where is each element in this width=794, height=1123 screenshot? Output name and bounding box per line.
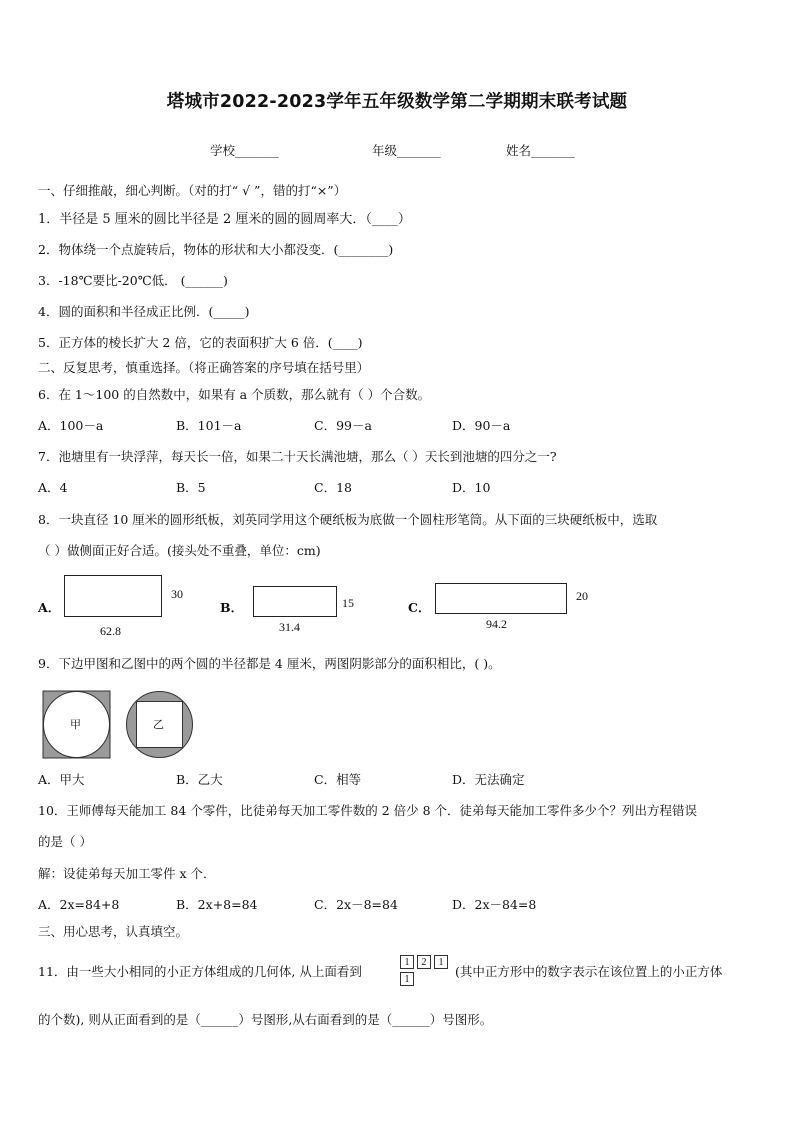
q10-option-b: B．2x+8=84 xyxy=(176,897,258,912)
q8-rect-b-height: 15 xyxy=(342,596,354,610)
q9-option-b: B．乙大 xyxy=(176,772,223,787)
q8-rect-c-width: 94.2 xyxy=(486,617,507,631)
question-7: 7．池塘里有一块浮萍，每天长一倍，如果二十天长满池塘，那么（ ）天长到池塘的四分之一? xyxy=(38,449,557,464)
question-5: 5．正方体的棱长扩大 2 倍，它的表面积扩大 6 倍．(____) xyxy=(38,335,363,350)
q8-rect-c-height: 20 xyxy=(576,589,588,603)
section-2-heading: 二、反复思考，慎重选择。（将正确答案的序号填在括号里） xyxy=(38,360,370,375)
grade-field[interactable]: 年级_______ xyxy=(372,143,441,158)
q6-option-d: D．90－a xyxy=(452,418,511,433)
q8-option-a-label: A． xyxy=(38,600,61,615)
question-9: 9．下边甲图和乙图中的两个圆的半径都是 4 厘米，两图阴影部分的面积相比，( )。 xyxy=(38,656,501,671)
page-title: 塔城市2022-2023学年五年级数学第二学期期末联考试题 xyxy=(166,92,628,112)
school-field[interactable]: 学校_______ xyxy=(210,143,279,158)
question-8-line1: 8．一块直径 10 厘米的圆形纸板，刘英同学用这个硬纸板为底做一个圆柱形笔筒。从下面的三块硬纸板中，选取 xyxy=(38,512,658,527)
q6-option-b: B．101－a xyxy=(176,418,242,433)
q8-rect-a-height: 30 xyxy=(171,587,183,601)
grid-cell: 1 xyxy=(434,955,448,969)
q8-rect-a-width: 62.8 xyxy=(100,624,121,638)
q9-yi-label: 乙 xyxy=(153,718,164,731)
question-3: 3．-18℃要比-20℃低． (______) xyxy=(38,273,228,288)
question-10-line2: 的是（ ） xyxy=(38,834,92,849)
question-1: 1．半径是 5 厘米的圆比半径是 2 厘米的圆的圆周率大．（____） xyxy=(38,212,411,227)
q8-option-c-label: C． xyxy=(408,600,431,615)
question-10-line1: 10．王师傅每天能加工 84 个零件，比徒弟每天加工零件数的 2 倍少 8 个．徒弟每天能加工零件多少个？列出方程错误 xyxy=(38,803,698,818)
section-3-heading: 三、用心思考，认真填空。 xyxy=(38,924,189,939)
q8-rect-b xyxy=(253,586,337,617)
q9-option-d: D．无法确定 xyxy=(452,772,525,787)
q9-option-c: C．相等 xyxy=(314,772,362,787)
grid-cell: 1 xyxy=(400,955,414,969)
question-2: 2．物体绕一个点旋转后，物体的形状和大小都没变．(________) xyxy=(38,242,394,257)
q8-rect-a xyxy=(64,575,162,617)
q6-option-a: A．100－a xyxy=(38,418,104,433)
q7-option-a: A．4 xyxy=(38,480,68,495)
question-11-line2: 的个数), 则从正面看到的是（______）号图形,从右面看到的是（______）号图形。 xyxy=(38,1012,493,1027)
q7-option-d: D．10 xyxy=(452,480,491,495)
name-field[interactable]: 姓名_______ xyxy=(506,143,575,158)
q8-option-b-label: B． xyxy=(220,600,244,615)
q6-option-c: C．99－a xyxy=(314,418,372,433)
q8-rect-b-width: 31.4 xyxy=(279,620,300,634)
q7-option-c: C．18 xyxy=(314,480,352,495)
question-6: 6．在 1～100 的自然数中，如果有 a 个质数，那么就有（ ）个合数。 xyxy=(38,387,431,402)
q10-option-c: C．2x－8=84 xyxy=(314,897,398,912)
question-10-solution: 解：设徒弟每天加工零件 x 个． xyxy=(38,866,216,881)
question-11-prefix: 11．由一些大小相同的小正方体组成的几何体, 从上面看到 xyxy=(38,964,362,979)
question-4: 4．圆的面积和半径成正比例．(_____) xyxy=(38,304,250,319)
q10-option-a: A．2x=84+8 xyxy=(38,897,120,912)
grid-cell: 2 xyxy=(417,955,431,969)
grid-cell: 1 xyxy=(400,972,414,986)
section-1-heading: 一、仔细推敲，细心判断。（对的打“ √ ”，错的打“×”） xyxy=(38,183,347,198)
question-11-suffix: (其中正方形中的数字表示在该位置上的小正方体 xyxy=(455,964,723,979)
question-8-line2: （ ）做侧面正好合适。(接头处不重叠，单位：cm) xyxy=(38,543,321,558)
q8-rect-c xyxy=(435,583,567,614)
q10-option-d: D．2x－84=8 xyxy=(452,897,537,912)
q9-option-a: A．甲大 xyxy=(38,772,85,787)
q9-jia-label: 甲 xyxy=(70,718,81,731)
q7-option-b: B．5 xyxy=(176,480,206,495)
